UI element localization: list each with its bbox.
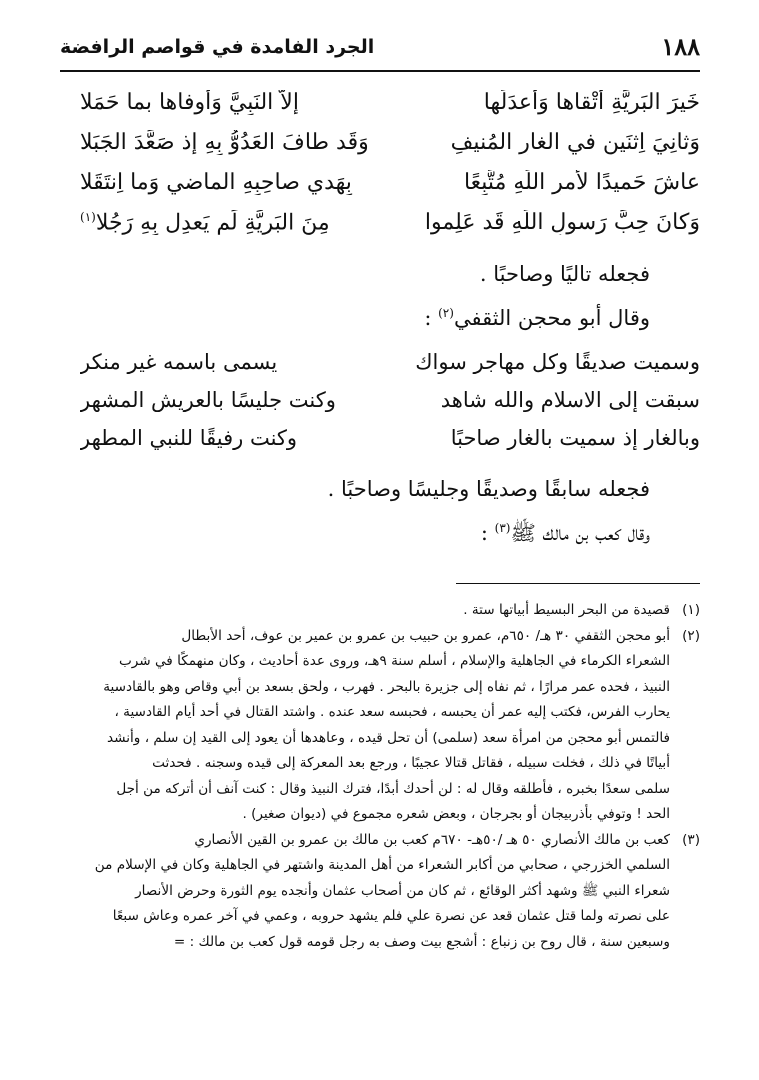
footnote-line: سلمى سعدًا بخبره ، فأطلقه وقال له : لن أحدك أبدًا، فترك النبيذ وقال : كنت آنف أن أتركه من أجل [116, 780, 670, 797]
poem-verse [80, 130, 700, 170]
prose-line: فجعله تاليًا وصاحبًا . [479, 262, 650, 286]
footnote-line: شعراء النبي ﷺ وشهد أكثر الوقائع ، ثم كان من أصحاب عثمان وأنجده يوم الثورة وحرض الأنصار [135, 882, 670, 899]
footnote-line: النبيذ ، فحده عمر مرارًا ، ثم نفاه إلى جزيرة بالبحر . فهرب ، ولحق بسعد بن أبي وقاص وهو بالقادسية [103, 678, 670, 695]
prose-colon: : [424, 306, 439, 330]
header-rule [60, 70, 700, 72]
verse-second-hemistich: إلاّ النَبِيَّ وَأوفاها بما حَمَلا [80, 90, 299, 115]
verse-first-hemistich: وَثانِيَ اِثنَينِ في الغارِ المُنيفِ [450, 130, 700, 155]
prose-line [60, 306, 650, 330]
footnote-line: الحد ! وتوفي بأذربيجان أو بجرجان ، وبعض شعره مجموع في (ديوان صغير) . [242, 806, 670, 822]
footnote-line: الشعراء الكرماء في الجاهلية والإسلام ، أسلم سنة ٩هـ، وروى عدة أحاديث ، وكان منهمكًا في شرب [118, 653, 670, 669]
footnote-3 [60, 828, 700, 956]
footnote-line: السلمي الخزرجي ، صحابي من أكابر الشعراء من أهل المدينة واشتهر في الجاهلية وكان في الإسلام من [94, 857, 670, 873]
verse-second-hemistich: وَقَد طافَ العَدُوُّ بِهِ إِذ صَعَّدَ الجَبَلا [80, 130, 369, 155]
verse-second-hemistich: بِهَديِ صاحِبِهِ الماضي وَما اِنتَقَلا [80, 170, 352, 195]
footnote-number: (١) [682, 602, 700, 618]
footnote-number: (٢) [682, 627, 700, 644]
verse-first-hemistich: سبقت إلى الاسلام والله شاهد [440, 388, 700, 412]
footnote-ref-2[interactable]: (٢) [438, 306, 454, 320]
footnote-line: أبياتًا في ذلك ، فخلت سبيله ، فقاتل قتالا عجيبًا ، ورجع بعد المعركة إلى قيده وسجنه . فحدثت [152, 755, 670, 771]
footnote-line: يحارب الفرس، فكتب إليه عمر أن يحبسه ، فحبسه سعد عنده . واشتد القتال في أحد أيام القادسية ، [114, 704, 670, 720]
page-number: ١٨٨ [661, 32, 700, 61]
prose-line: فجعله سابقًا وصديقًا وجليسًا وصاحبًا . [327, 477, 650, 501]
poem-verse [80, 210, 700, 250]
verse-second-hemistich: يسمى باسمه غير منكر [80, 350, 278, 374]
verse-first-hemistich: وسميت صديقًا وكل مهاجر سواك [415, 350, 700, 374]
footnote-separator [456, 583, 700, 584]
footnote-2 [60, 624, 700, 828]
prose-text: وقال أبو محجن الثقفي [453, 306, 650, 330]
prose-text: وقال كعب بن مالك ﷺ [510, 521, 650, 545]
footnote-number: (٣) [682, 831, 700, 848]
page-header [60, 28, 700, 72]
poem-verse [80, 90, 700, 130]
poem-block-2 [80, 350, 700, 464]
footnote-ref-3[interactable]: (٣) [494, 521, 511, 535]
hemistich-text: مِنَ البَرِيَّةِ لَم يَعدِل بِهِ رَجُلا [95, 210, 330, 236]
poem-verse [80, 170, 700, 210]
verse-second-hemistich [80, 210, 380, 235]
poem-block-1 [80, 90, 700, 250]
verse-first-hemistich: خَيرَ البَرِيَّةِ أتْقاها وَأعدَلَها [483, 90, 700, 115]
footnote-ref-1[interactable]: (١) [80, 210, 96, 224]
footnote-line: قصيدة من البحر البسيط أبياتها ستة . [463, 602, 670, 618]
verse-first-hemistich: عاشَ حَميدًا لأَمرِ اللَهِ مُتَّبِعًا [463, 170, 700, 195]
verse-second-hemistich: وكنت جليسًا بالعريش المشهر [80, 388, 336, 412]
footnote-line: على نصرته ولما قتل عثمان قعد عن نصرة علي فلم يشهد حروبه ، وعمي في آخر عمره وعاش سبعًا [112, 908, 670, 924]
footnote-line: كعب بن مالك الأنصاري ٥٠ هـ /٥٠هـ- ٦٧٠م كعب بن مالك بن عمرو بن القين الأنصاري [194, 831, 670, 848]
verse-second-hemistich: وكنت رفيقًا للنبي المطهر [80, 426, 298, 450]
footnote-line: فالتمس أبو محجن من امرأة سعد (سلمى) أن تحل قيده ، وعاهدها أن يعود إلى القيد إن سلم ، وأنشد [106, 729, 670, 746]
running-title: الجرد الفامدة في قواصم الرافضة [60, 36, 375, 58]
prose-colon: : [480, 521, 495, 545]
poem-verse [80, 426, 700, 464]
poem-verse [80, 350, 700, 388]
poem-verse [80, 388, 700, 426]
footnotes [60, 598, 700, 955]
verse-first-hemistich: وَكانَ حِبَّ رَسولِ اللَهِ قَد عَلِموا [424, 210, 700, 235]
verse-first-hemistich: وبالغار إذ سميت بالغار صاحبًا [450, 426, 700, 450]
footnote-line: وسبعين سنة ، قال روح بن زنباع : أشجع بيت وصف به رجل قومه قول كعب بن مالك : = [173, 933, 670, 950]
footnote-1 [60, 598, 700, 624]
footnote-line: أبو محجن الثقفي ٣٠ هـ/ ٦٥٠م، عمرو بن حبيب بن عمرو بن عمير بن عوف، أحد الأبطال [181, 627, 670, 644]
prose-line [60, 520, 650, 551]
